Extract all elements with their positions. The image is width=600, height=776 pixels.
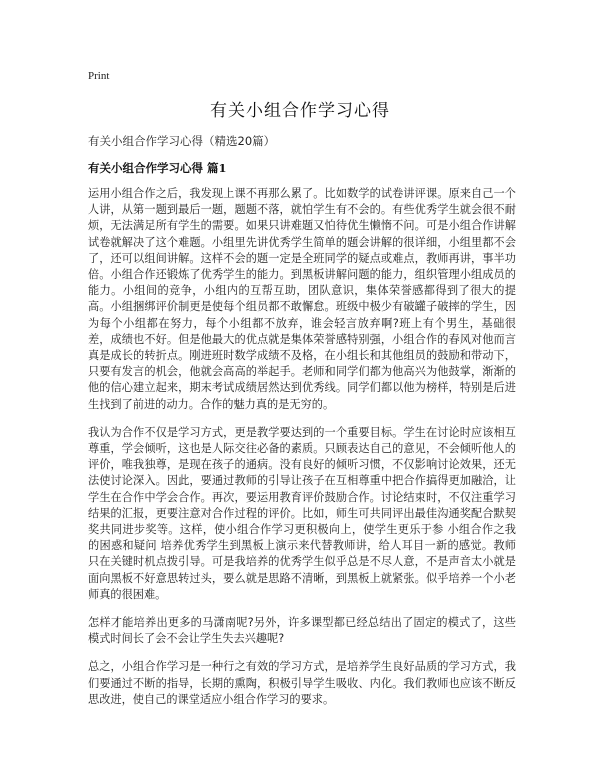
- paragraph: 怎样才能培养出更多的马潇南呢?另外，许多课型都已经总结出了固定的模式了，这些模式时间长了会不会让学生失去兴趣呢?: [88, 616, 516, 646]
- document-body: [88, 186, 516, 720]
- print-label: Print: [88, 70, 110, 82]
- paragraph: 运用小组合作之后，我发现上课不再那么累了。比如数学的试卷讲评课。原来自己一个人讲，从第一题到最后一题，题题不落，就怕学生有不会的。有些优秀学生就会很不耐烦，无法满足所有学生的需要。如果只讲难题又怕待优生懒惰不问。可是小组合作讲解试卷就解决了这个难题。小组里先讲优秀学生简单的题会讲解的很详细，小组里都不会了，还可以组间讲解。这样不会的题一定是全班同学的疑点或难点，教师再讲，事半功倍。小组合作还锻炼了优秀学生的能力。到黑板讲解问题的能力，组织管理小组成员的能力。小组间的竞争，小组内的互帮互助，团队意识，集体荣誉感都得到了很大的提高。小组捆绑评价制更是使每个组员都不敢懈怠。班级中极少有破罐子破摔的学生，因为每个小组都在努力，每个小组都不放弃，谁会轻言放弃啊?班上有个男生，基础很差，成绩也不好。但是他最大的优点就是集体荣誉感特别强，小组合作的春风对他而言真是成长的转折点。刚进班时数学成绩不及格，在小组长和其他组员的鼓励和带动下，只要有发言的机会，他就会高高的举起手。老师和同学们都为他高兴为他鼓掌，渐渐的他的信心建立起来，期末考试成绩居然达到优秀线。同学们都以他为榜样，特别是后进生找到了前进的动力。合作的魅力真的是无穷的。: [88, 187, 516, 411]
- paragraph: 总之，小组合作学习是一种行之有效的学习方式，是培养学生良好品质的学习方式，我们要通过不断的指导，长期的熏陶，积极引导学生吸收、内化。我们教师也应该不断反思改进，使自己的课堂适应小组合作学习的要求。: [88, 660, 516, 706]
- document-subtitle: 有关小组合作学习心得（精选20篇）: [88, 134, 276, 148]
- document-title: 有关小组合作学习心得: [210, 101, 390, 121]
- section-heading: 有关小组合作学习心得 篇1: [88, 161, 227, 175]
- paragraph: 我认为合作不仅是学习方式，更是教学要达到的一个重要目标。学生在讨论时应该相互尊重，学会倾听，这也是人际交往必备的素质。只顾表达自己的意见，不会倾听他人的评价，唯我独尊，是现在孩子的通病。没有良好的倾听习惯，不仅影响讨论效果，还无法使讨论深入。因此，要通过教师的引导让孩子在互相尊重中把合作搞得更加融洽，让学生在合作中学会合作。再次，要运用教育评价鼓励合作。讨论结束时，不仅注重学习结果的汇报，更要注意对合作过程的评价。比如，师生可共同评出最佳沟通奖配合默契奖共同进步奖等。这样，使小组合作学习更积极向上，使学生更乐于参 小组合作之我的困惑和疑问 培养优秀学生到黑板上演示来代替教师讲，给人耳目一新的感觉。教师只在关键时机点拨引导。可是我培养的优秀学生似乎总是不尽人意，不是声音太小就是面向黑板不好意思转过头，要么就是思路不清晰，到黑板上就紧张。似乎培养一个小老师真的很困难。: [88, 425, 516, 601]
